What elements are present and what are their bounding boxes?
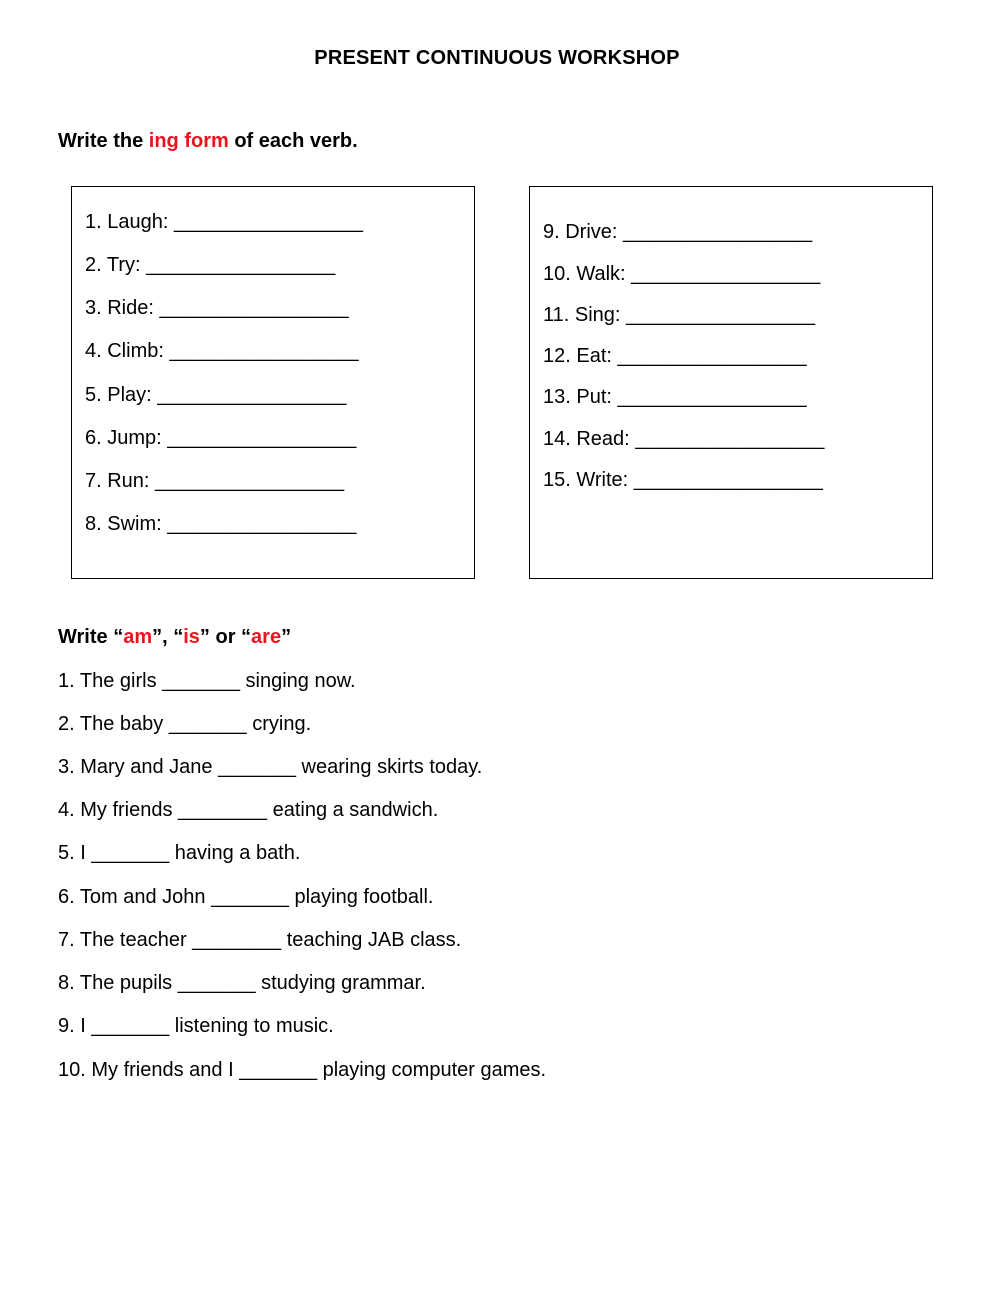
verb-item: 14. Read: _________________ <box>543 428 825 450</box>
verb-item: 2. Try: _________________ <box>85 254 336 276</box>
verb-item: 4. Climb: _________________ <box>85 340 359 362</box>
highlight-am: am <box>123 626 153 648</box>
verb-item: 10. Walk: _________________ <box>543 263 821 285</box>
quote-mark: ” <box>281 626 292 648</box>
highlight-are: are <box>251 626 282 648</box>
verb-item: 3. Ride: _________________ <box>85 297 349 319</box>
verb-item: 8. Swim: _________________ <box>85 513 357 535</box>
verb-item: 5. Play: _________________ <box>85 384 347 406</box>
verb-item: 15. Write: _________________ <box>543 469 823 491</box>
sentence-item: 1. The girls _______ singing now. <box>58 670 356 692</box>
sentence-item: 10. My friends and I _______ playing computer games. <box>58 1059 547 1081</box>
sentence-item: 4. My friends ________ eating a sandwich. <box>58 799 439 821</box>
sentence-item: 6. Tom and John _______ playing football. <box>58 886 434 908</box>
instruction-text-start: Write <box>58 626 114 648</box>
sentence-item: 5. I _______ having a bath. <box>58 842 301 864</box>
left-verb-box <box>71 186 475 579</box>
sentence-item: 7. The teacher ________ teaching JAB class. <box>58 929 462 951</box>
sentence-item: 9. I _______ listening to music. <box>58 1015 334 1037</box>
verb-item: 7. Run: _________________ <box>85 470 345 492</box>
quote-mark: ” or “ <box>199 626 252 648</box>
verb-item: 1. Laugh: _________________ <box>85 211 364 233</box>
verb-item: 11. Sing: _________________ <box>543 304 816 326</box>
quote-mark: “ <box>113 626 124 648</box>
sentence-item: 8. The pupils _______ studying grammar. <box>58 972 426 994</box>
highlight-is: is <box>183 626 200 648</box>
section1-instruction <box>58 130 358 153</box>
right-verb-box <box>529 186 933 579</box>
verb-item: 6. Jump: _________________ <box>85 427 357 449</box>
sentence-item: 3. Mary and Jane _______ wearing skirts today. <box>58 756 483 778</box>
quote-mark: ”, “ <box>152 626 184 648</box>
verb-item: 9. Drive: _________________ <box>543 221 813 243</box>
instruction-text-end: of each verb. <box>228 130 358 152</box>
sentence-item: 2. The baby _______ crying. <box>58 713 312 735</box>
instruction-highlight: ing form <box>148 130 229 152</box>
instruction-text-start: Write the <box>58 130 149 152</box>
page-title: PRESENT CONTINUOUS WORKSHOP <box>314 47 680 69</box>
section2-instruction <box>58 626 291 649</box>
verb-item: 12. Eat: _________________ <box>543 345 807 367</box>
verb-item: 13. Put: _________________ <box>543 386 807 408</box>
